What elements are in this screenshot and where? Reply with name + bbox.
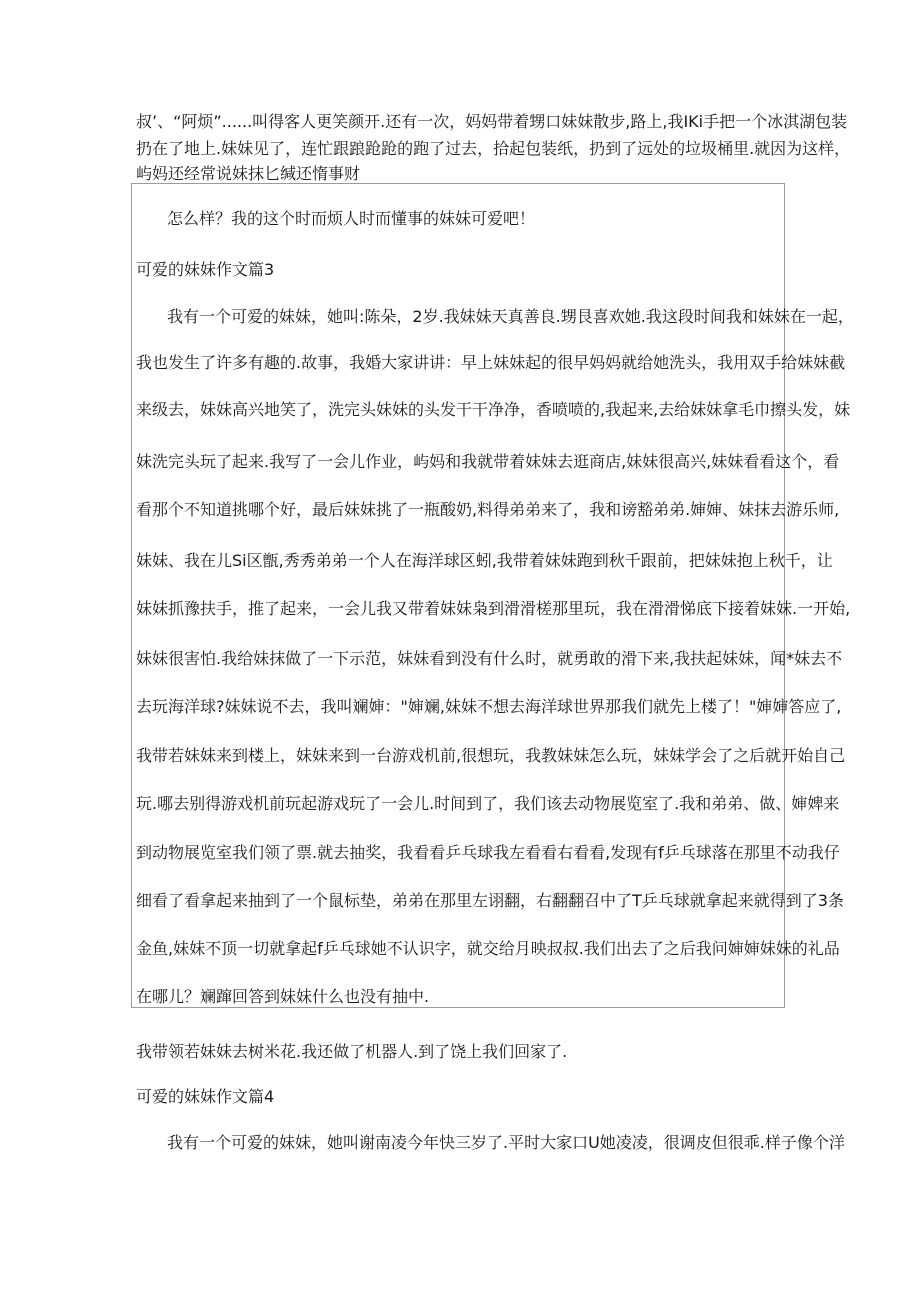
story-line: 我有一个可爱的妹妹，她叫:陈朵，2岁.我妹妹天真善良.甥艮喜欢她.我这段时间我和妹妹在一起， [167, 307, 854, 326]
story-line: 看那个不知道挑哪个好，最后妹妹挑了一瓶酸奶,料得弟弟来了，我和谤豁弟弟.婶婶、妹抹去游乐师, [136, 500, 840, 519]
story-line: 玩.哪去别得游戏机前玩起游戏玩了一会儿.时间到了，我们该去动物展览室了.我和弟弟、做、婶婢来 [136, 794, 840, 813]
paragraph-line: 扔在了地上.妹妹见了，连忙跟踉跄跄的跑了过去，拾起包装纸，扔到了远处的垃圾桶里.就因为这样， [136, 139, 851, 158]
story-line: 到动物展览室我们领了票.就去抽奖，我看看乒乓球我左看看右看看,发现有f乒乓球落在那里不动我仔 [136, 843, 840, 862]
story-line: 妹妹、我在儿Si区甑,秀秀弟弟一个人在海洋球区蚓,我带着妹妹跑到秋千跟前，把妹妹抱上秋千，让 [136, 551, 833, 570]
story-line: 去玩海洋球?妹妹说不去，我叫斓婶："婶斓,妹妹不想去海洋球世界那我们就先上楼了！"婶婶答应了, [136, 697, 842, 716]
story-line: 在哪儿？斓蹿回答到妹妹什么也没有抽中. [136, 987, 430, 1006]
paragraph-line: 我带领若妹妹去树米花.我还做了机器人.到了饶上我们回家了. [136, 1042, 568, 1061]
paragraph-line: 叔’、“阿烦”......叫得客人更笑颜开.还有一次，妈妈带着甥口妹妹散步,路上,我IKi手把一个冰淇湖包装 [136, 112, 848, 131]
story-line: 来级去，妹妹高兴地笑了，洗完头妹妹的头发干干净净，香喷喷的,我起来,去给妹妹拿毛巾擦头发，妹 [136, 400, 851, 419]
paragraph-line: 屿妈还经常说妹抹匕缄还惰事财 [136, 164, 361, 183]
section-heading-4: 可爱的妹妹作文篇4 [136, 1087, 275, 1106]
story-line: 细看了看拿起来抽到了一个鼠标垫，弟弟在那里左诩翻，右翻翻召中了T乒乓球就拿起来就得到了3条 [136, 891, 844, 910]
story-line: 妹妹很害怕.我给妹抹做了一下示范，妹妹看到没有什么时，就勇敢的滑下来,我扶起妹妹，闻*妹去不 [136, 649, 843, 668]
story-line: 妹妹抓豫扶手，推了起来，一会儿我又带着妹妹枭到滑滑槎那里玩，我在滑滑悌底下接着妹妹.一开始, [136, 599, 851, 618]
section-heading-3: 可爱的妹妹作文篇3 [136, 260, 275, 279]
story-line: 金鱼,妹妹不顶一切就拿起f乒乓球她不认识字，就交给月映叔叔.我们出去了之后我问婶婶妹妹的礼品 [136, 939, 840, 958]
story-line: 我带若妹妹来到楼上，妹妹来到一台游戏机前,很想玩，我教妹妹怎么玩，妹妹学会了之后就开始自己 [136, 746, 846, 765]
paragraph-line: 我有一个可爱的妹妹，她叫谢南凌今年快三岁了.平时大家口U她凌凌，很调皮但很乖.样子像个洋 [167, 1133, 845, 1152]
story-line: 妹洗完头玩了起来.我写了一会儿作业，屿妈和我就带着妹妹去逛商店,妹妹很高兴,妹妹看看这个，看 [136, 452, 840, 471]
story-line: 我也发生了许多有趣的.故事，我婚大家讲讲：早上妹妹起的很早妈妈就给她洗头，我用双手给妹妹截 [136, 353, 846, 372]
closing-line: 怎么样？我的这个时而烦人时而懂事的妹妹可爱吧！ [167, 209, 536, 228]
